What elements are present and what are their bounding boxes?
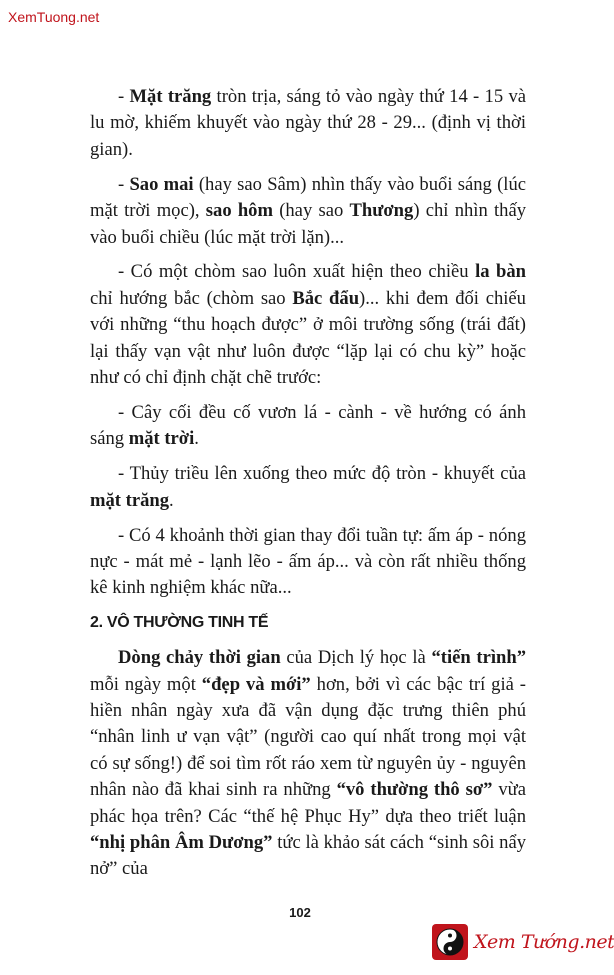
text-run: (hay sao xyxy=(272,200,350,222)
bold-text: mặt trời xyxy=(128,428,195,450)
yin-yang-icon xyxy=(432,924,468,960)
text-run: . xyxy=(169,489,174,511)
logo-text: Xem Tướng.net xyxy=(474,931,614,953)
text-run: vừa phác họa trên? Các “thế hệ Phục Hy” dựa theo triết luận xyxy=(90,779,526,827)
text-run: - Cây cối đều cố vươn lá - cành - về hướng có ánh sáng xyxy=(90,401,526,450)
paragraph-2 xyxy=(90,172,526,251)
text-run: - Có một chòm sao luôn xuất hiện theo chiều xyxy=(118,261,476,283)
paragraph-1 xyxy=(90,84,526,163)
text-run: )... khi đem đối chiếu với những “thu hoạch được” ở môi trường sống (trái đất) lại thấy vạn vật như luôn được “lặp lại có chu kỳ” hoặc như có chỉ định chặt chẽ trước: xyxy=(90,287,526,389)
text-run: hơn, bởi vì các bậc trí giả - hiền nhân ngày xưa đã vận dụng đặc trưng thiên phú “nhân linh ư vạn vật” (người cao quí nhất trong mọi vật có sự sống!) để soi tìm rốt ráo xem từ nguyên ủy - nguyên nhân nào đã khai sinh ra những xyxy=(90,673,526,801)
bold-text: Sao mai xyxy=(129,173,194,195)
section-paragraph xyxy=(90,645,526,883)
paragraph-3 xyxy=(90,259,526,391)
site-logo[interactable] xyxy=(432,922,614,962)
paragraph-6 xyxy=(90,523,526,602)
bold-text: sao hôm xyxy=(205,200,273,222)
text-run: mỗi ngày một xyxy=(90,673,202,695)
bold-text: “đẹp và mới” xyxy=(201,673,311,695)
paragraph-4 xyxy=(90,400,526,453)
bold-text: Bắc đẩu xyxy=(292,287,360,309)
text-run: . xyxy=(194,428,199,450)
bold-text: la bàn xyxy=(475,261,526,283)
site-label[interactable]: XemTuong.net xyxy=(8,9,100,25)
bold-text: mặt trăng xyxy=(90,489,170,511)
text-run: của Dịch lý học là xyxy=(280,647,432,669)
page-content xyxy=(90,84,526,891)
bold-text: “tiến trình” xyxy=(431,647,526,669)
bold-text: Mặt trăng xyxy=(129,86,212,107)
text-run: - xyxy=(118,86,130,107)
bold-text: Thương xyxy=(349,200,414,222)
bold-text: “vô thường thô sơ” xyxy=(336,779,493,801)
text-run: - Có 4 khoảnh thời gian thay đổi tuần tự: ấm áp - nóng nực - mát mẻ - lạnh lẽo - ấm áp... và còn rất nhiều thống kê kinh nghiệm khác nữa... xyxy=(90,524,526,599)
text-run: chỉ hướng bắc (chòm sao xyxy=(90,287,293,309)
page-number: 102 xyxy=(289,905,311,920)
paragraph-5 xyxy=(90,461,526,514)
text-run: - xyxy=(118,173,130,195)
text-run: tròn trịa, sáng tỏ vào ngày thứ 14 - 15 và lu mờ, khiếm khuyết vào ngày thứ 28 - 29... (định vị thời gian). xyxy=(90,86,526,160)
section-heading: 2. VÔ THƯỜNG TINH TẾ xyxy=(90,614,269,632)
bold-text: “nhị phân Âm Dương” xyxy=(90,832,273,854)
text-run: tức là khảo sát cách “sinh sôi nẩy nở” của xyxy=(90,832,526,880)
text-run: - Thủy triều lên xuống theo mức độ tròn - khuyết của xyxy=(118,463,526,485)
text-run: (hay sao Sâm) nhìn thấy vào buổi sáng (lúc mặt trời mọc), xyxy=(90,173,526,222)
bold-text: Dòng chảy thời gian xyxy=(118,647,281,669)
text-run: ) chỉ nhìn thấy vào buổi chiều (lúc mặt trời lặn)... xyxy=(90,200,526,248)
